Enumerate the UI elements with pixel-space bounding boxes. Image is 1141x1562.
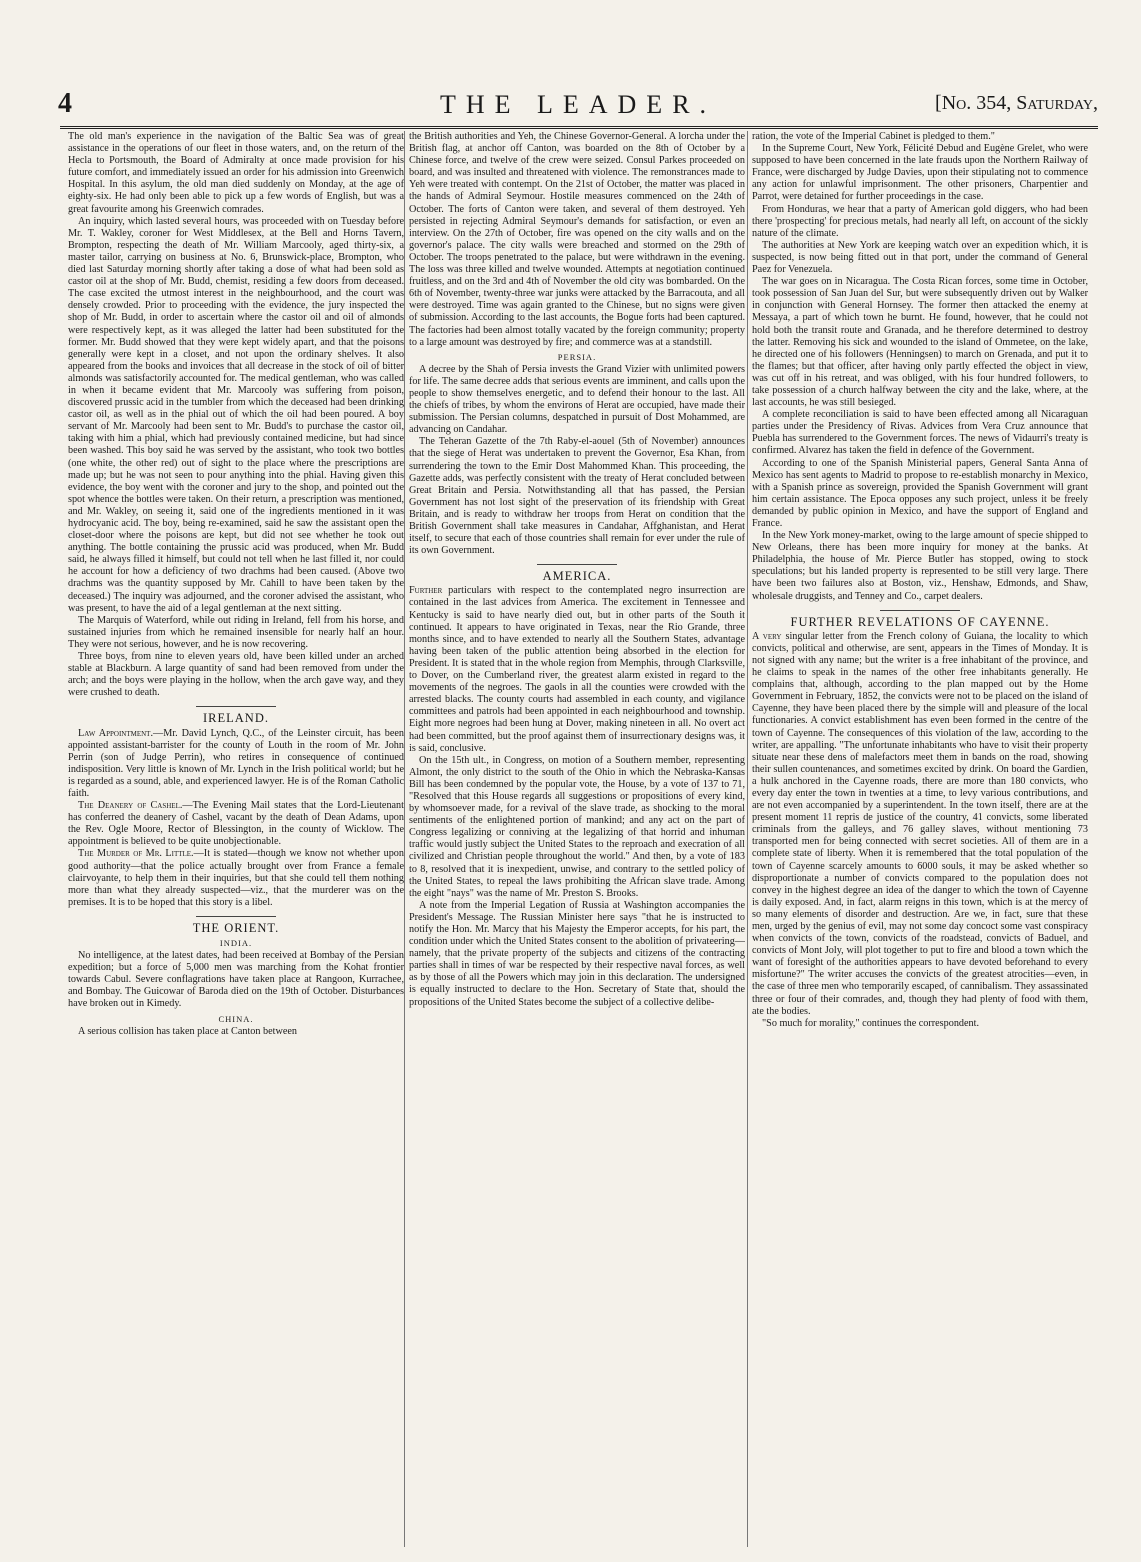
newspaper-title: THE LEADER. — [439, 90, 717, 119]
paragraph: On the 15th ult., in Congress, on motion of a Southern member, representing Almont, the only district to the south of the Ohio in which the Nebraska-Kansas Bill has been condemned by the popular vote, the House, by a vote of 137 to 71, "Resolved that this House regards all suggestions or propositions of every kind, by whomsoever made, for a revival of the slave trade, as shocking to the moral sentiments of the enlightened portion of mankind; and any act on the part of Congress legalizing or conniving at the legalizing of that horrid and inhuman traffic would justly subject the United States to the reproach and execration of all civilized and Christian people throughout the world." And then, by a vote of 183 to 8, resolved that it is inexpedient, unwise, and contrary to the settled policy of the United States, to repeal the laws prohibiting the African slave trade. Among the eight "nays" was the name of Mr. Preston S. Brooks. — [409, 754, 745, 899]
paragraph: The old man's experience in the navigation of the Baltic Sea was of great assistance in the operations of our fleet in those waters, and, on the return of the Hecla to Portsmouth, the Board of Admiralty at once made provision for his future comfort, and immediately issued an order for his admission into Greenwich Hospital. In this asylum, the old man died suddenly on Monday, at the age of eighty-six. He had only been able to pick up a few words of English, but was a great favourite among his Greenwich comrades. — [68, 131, 404, 215]
paragraph: A decree by the Shah of Persia invests the Grand Vizier with unlimited powers for life. The same decree adds that serious events are imminent, and calls upon the people to show themselves energetic, and to defend their honour to the last. All the chiefs of tribes, by whom the environs of Herat are occupied, have made their submission. The Persian columns, despatched in pursuit of Dost Mohammed, are advancing on Candahar. — [409, 363, 745, 436]
page-number: 4 — [58, 88, 72, 119]
masthead-rule — [60, 126, 1098, 129]
lead-in: The Deanery of Cashel. — [78, 800, 183, 812]
paragraph — [68, 800, 404, 848]
masthead — [58, 88, 1098, 126]
lead-in: The Murder of Mr. Little. — [78, 848, 194, 860]
paragraph: According to one of the Spanish Ministerial papers, General Santa Anna of Mexico has sent agents to Madrid to propose to re-establish monarchy in Mexico, with a Spanish prince as sovereign, provided the Spanish Government will grant him certain assistance. The Epoca opposes any such project, unless it be freely demanded by public opinion in Mexico, and have the support of England and France. — [752, 457, 1088, 529]
paragraph-body: —The Evening Mail states that the Lord-Lieutenant has conferred the deanery of Cashel, vacant by the death of Dean Adams, upon the Rev. Ogle Moore, Rector of Blessington, in the county of Wicklow. The appointment is believed to be quite unobjectionable. — [68, 800, 404, 848]
paragraph: From Honduras, we hear that a party of American gold diggers, who had been there 'prospecting' for precious metals, had nearly all left, on account of the sickly nature of the climate. — [752, 203, 1088, 239]
subheading-persia: PERSIA. — [557, 351, 597, 362]
issue-line: [No. 354, Saturday, — [935, 92, 1098, 114]
subheading-china: CHINA. — [218, 1013, 254, 1024]
paragraph-body: singular letter from the French colony of Guiana, the locality to which convicts, political and otherwise, are sent, appears in the Times of Monday. It is not signed with any name; but the writer is a free inhabitant of the province, and he claims to speak in the names of the other free inhabitants generally. He complains that, although, according to the plan mapped out by the Home Government in February, 1852, the convicts were not to be placed on the island of Cayenne, they have been placed there by the simple will and pleasure of the local functionaries. A convict establishment has even been formed in the centre of the town of Cayenne. The consequences of this violation of the law, according to the writer, are appalling. "The unfortunate inhabitants who have to visit their property situate near these dens of malefactors meet them in bands on the road, showing their sullen countenances, and sometimes excited by drink. On board the Gardien, a hulk anchored in the Cayenne roads, there are more than 180 convicts, who every day enter the town in twenties at a time, to levy various contributions, and are not even accompanied by a superintendent. In the town itself, there are at the present moment 11 repris de justice of the country, 41 convicts, some liberated criminals from the galleys, and 76 galley slaves, without mentioning 73 transported men for being connected with secret societies. All of them are in a complete state of liberty. When it is remembered that the total population of the town of Cayenne scarcely amounts to 6000 souls, it may be asked whether so disproportionate a number of convicts compared to the population does not convey in the highest degree an idea of the danger to which the town of Cayenne is daily exposed. And, in fact, alarm reigns in this town, which is at the mercy of so many elements of disorder and destruction. Are we, in fact, sure that these men, urged by the genius of evil, may not some day concoct some vast conspiracy when convicts of the town, convicts of the roadstead, convicts of Baduel, and convicts of Mont Joly, will plot together to put to fire and blood a town which the want of foresight of the authorities appears to have devoted beforehand to every misfortune?" The writer accuses the convicts of the greatest atrocities—even, in the case of three men who temporarily escaped, of cannibalism. They assassinated three or four of their comrades, and, though they had plenty of food with them, ate the bodies. — [752, 630, 1088, 1017]
paragraph: The war goes on in Nicaragua. The Costa Rican forces, some time in October, took possession of San Juan del Sur, but were subsequently driven out by Walker in conjunction with General Hornsey. The former then attacked the enemy at Messaya, a part of which town he burnt. He found, however, that he could not hold both the transit route and Granada, and he therefore determined to destroy the latter. Removing his sick and wounded to the island of Ommetee, on the lake, he directed one of his followers (Henningsen) to march on Grenada, and put it to the flames; but that officer, after having only partly effected the object in view, was cut off in his retreat, and was obliged, with his four hundred followers, to take possession of a church halfway between the city and the lake, where, at the last accounts, he was still besieged. — [752, 276, 1088, 409]
paragraph: ration, the vote of the Imperial Cabinet is pledged to them." — [752, 131, 995, 142]
paragraph: The Marquis of Waterford, while out riding in Ireland, fell from his horse, and sustained injuries from which he remained insensible for nearly half an hour. They were not serious, however, and he is now recovering. — [68, 614, 404, 650]
section-rule — [196, 706, 276, 707]
section-heading-ireland: IRELAND. — [203, 711, 269, 726]
lead-in: Further — [409, 585, 443, 597]
paragraph: A serious collision has taken place at Canton between — [78, 1025, 297, 1037]
section-heading-america: AMERICA. — [542, 569, 612, 584]
section-heading-cayenne: FURTHER REVELATIONS OF CAYENNE. — [790, 614, 1050, 629]
section-rule — [537, 564, 617, 565]
section-rule — [196, 916, 276, 917]
column-divider — [747, 131, 748, 1547]
paragraph-body: —Mr. David Lynch, Q.C., of the Leinster circuit, has been appointed assistant-barrister for the county of Louth in the room of Mr. John Perrin (son of Judge Perrin), who retires in consequence of continued indisposition. Very little is known of Mr. Lynch in the Irish political world; but he is regarded as a sound, able, and experienced lawyer. He is of the Roman Catholic faith. — [68, 727, 404, 799]
paragraph-body: particulars with respect to the contemplated negro insurrection are contained in the last advices from America. The excitement in Tennessee and Kentucky is said to have nearly died out, but in other parts of the South it continued. It appears to have originated in Texas, near the Rio Grande, three months since, and to have extended to nearly all the Southern States, advantage having been taken of the public attention being absorbed in the election for President. It is stated that in the whole region from Memphis, through Clarksville, to Dover, on the Cumberland river, the greatest alarm existed in regard to the movements of the negroes. The gaols in all the counties were crowded with the arrested blacks. The county courts had assembled in each county, and vigilance committees and patrols had been appointed in each neighbourhood and township. Eight more negroes had been hung at Dover, making nineteen in all. No overt act had been committed, but the proof against them of insurrectionary designs was, it is said, conclusive. — [409, 585, 745, 754]
paragraph-body: —It is stated—though we know not whether upon good authority—that the police actually brought over from France a female clairvoyante, to help them in their inquiries, but that she could tell them nothing more than what they already suspected—viz., that the murderer was on the premises. It is to be hoped that this story is a libel. — [68, 848, 404, 908]
paragraph: A complete reconciliation is said to have been effected among all Nicaraguan parties under the Presidency of Rivas. Advices from Vera Cruz announce that Puebla has surrendered to the Government forces. The news of Vidaurri's treaty is confirmed. Alvarez has taken the field in defence of the Government. — [752, 409, 1088, 457]
paragraph: No intelligence, at the latest dates, had been received at Bombay of the Persian expedition; but a force of 5,000 men was marching from the Kohat frontier towards Cabul. Severe conflagrations have taken place at Rangoon, Kurrachee, and Bombay. The Guicowar of Baroda died on the 19th of October. Disturbances have broken out in Kimedy. — [68, 950, 404, 1010]
section-heading-orient: THE ORIENT. — [192, 920, 280, 935]
paragraph — [409, 585, 745, 754]
column-divider — [404, 131, 405, 1547]
paragraph: A note from the Imperial Legation of Russia at Washington accompanies the President's Message. The Russian Minister here says "that he is instructed to notify the Hon. Mr. Marcy that his Majesty the Emperor accepts, for his part, the condition under which the United States consent to the abolition of privateering—namely, that the private property of the subjects and citizens of the contracting parties shall in times of war be respected by their respective naval forces, as well as by those of all the Powers which may join in this declaration. The undersigned is equally instructed to declare to the Hon. Secretary of State that, should the propositions of the United States become the subject of a collective delibe- — [409, 899, 745, 1008]
lead-in: A very — [752, 630, 782, 642]
paragraph: An inquiry, which lasted several hours, was proceeded with on Tuesday before Mr. T. Wakley, coroner for West Middlesex, at the Bell and Horns Tavern, Brompton, respecting the death of Mr. William Marcooly, aged thirty-six, a master tailor, carrying on business at No. 6, Brunswick-place, Brompton, who died last Saturday morning shortly after taking a dose of what had been sold as castor oil at the shop of Mr. Budd, chemist, residing a few doors from deceased. The case excited the utmost interest in the neighbourhood, and the court was densely crowded. Prior to proceeding with the evidence, the jury inspected the shop of Mr. Budd, in order to ascertain where the castor oil and oil of almonds were respectively kept, as it was alleged the latter had been substituted for the former. Mr. Budd showed that they were kept widely apart, and that the poisons generally were kept in a closet, and not upon the ordinary shelves. It also appeared from the books and invoices that all decrease in the stock of oil of bitter almonds was satisfactorily accounted for. The medical gentleman, who was called in when it became evident that Mr. Marcooly was suffering from poison, discovered prussic acid in the tumbler from which the deceased had been drinking castor oil, as well as in the phial out of which the oil had been poured. A boy servant of Mr. Marcooly had been sent to Mr. Budd's to purchase the castor oil, taking with him a phial, which had previously contained medicine, but had since been washed. This boy said he was served by the assistant, who took two bottles (one white, the other red) out of sight to the place where the prescriptions are made up; but he was not seen to pour anything into the phial. Having given this evidence, the boy went with the coroner and jury to the shop, and pointed out the spot whence the bottles were taken. On their return, a prescription was mentioned, and Mr. Wakley, on seeing it, said one of the ingredients mentioned in it was hydrocyanic acid. The boy, being re-examined, said he saw the assistant open the closet-door where the poisons are kept, but did not see whether he took out anything. The bottle containing the prussic acid was produced, when Mr. Budd said, he always filled it himself, but could not tell when he last filled it, nor could he account for how a deficiency of two drachms had been caused. (Above two drachms was the quantity supposed by Mr. Cahill to have been taken by the deceased.) The inquiry was adjourned, and the coroner advised the assistant, who was present, to have the aid of a legal gentleman at the next sitting. — [68, 215, 404, 614]
paragraph: In the Supreme Court, New York, Félicité Debud and Eugène Grelet, who were supposed to have been concerned in the late frauds upon the Northern Railway of France, were discharged by Judge Davies, upon their stipulating not to commence any action for unlawful imprisonment. The other prisoners, Charpentier and Parrot, were detained for further proceedings in the case. — [752, 143, 1088, 203]
column-1 — [68, 131, 404, 1551]
section-rule — [880, 610, 960, 611]
lead-in: Law Appointment. — [78, 727, 153, 739]
paragraph — [68, 848, 404, 908]
paragraph — [752, 631, 1088, 1018]
column-3 — [752, 131, 1088, 1551]
paragraph: The Teheran Gazette of the 7th Raby-el-aouel (5th of November) announces that the siege of Herat was undertaken to prevent the Governor, Esa Khan, from surrendering the town to the Emir Dost Mahommed Khan. This proceeding, the Gazette adds, was perfectly consistent with the treaty of Herat concluded between Great Britain and Persia. Notwithstanding all that has passed, the Persian Government has not lost sight of the preservation of its friendship with Great Britain, and is ready to withdraw her troops from Herat on condition that the British Government shall take measures in Candahar, Affghanistan, and Herat itself, to secure that each of those countries shall remain for ever under the rule of its own Government. — [409, 436, 745, 557]
paragraph: The authorities at New York are keeping watch over an expedition which, it is suspected, is now being fitted out in that port, under the command of General Paez for Venezuela. — [752, 239, 1088, 276]
paragraph: In the New York money-market, owing to the large amount of specie shipped to New Orleans, there has been more inquiry for money at the banks. At Philadelphia, the house of Mr. Pierce Butler has stopped, owing to stock speculations; but his landed property is represented to be still very large. There have been two failures also at Boston, viz., Henshaw, Edmonds, and Shaw, wholesale druggists, and Tenney and Co., carpet dealers. — [752, 530, 1088, 602]
subheading-india: INDIA. — [219, 938, 253, 948]
paragraph: Three boys, from nine to eleven years old, have been killed under an arched stable at Blackburn. A large quantity of sand had been removed from under the arch; and the boys were playing in the hollow, when the arch gave way, and they were crushed to death. — [68, 651, 404, 699]
paragraph: "So much for morality," continues the correspondent. — [762, 1017, 980, 1029]
paragraph: the British authorities and Yeh, the Chinese Governor-General. A lorcha under the British flag, at anchor off Canton, was boarded on the 8th of October by a Chinese force, and twelve of the crew were seized. Consul Parkes proceeded on board, and was insulted and threatened with violence. The remonstrances made to Yeh were treated with contempt. On the 21st of October, the matter was placed in the hands of Admiral Seymour. Hostile measures commenced on the 24th of October. The forts of Canton were taken, and several of them destroyed. Yeh persisted in rejecting Admiral Seymour's demands for satisfaction, or even an interview. On the 27th of October, fire was opened on the city walls and on the governor's palace. The city walls were breached and stormed on the 29th of October. The troops penetrated to the palace, but were withdrawn in the evening. The loss was three killed and twelve wounded. Attempts at negotiation continued fruitless, and on the 3rd and 4th of November the old city was bombarded. On the 6th of November, twenty-three war junks were attacked by the Barracouta, and all were destroyed. Time was again granted to the Chinese, but no signs were given of submission. According to the last accounts, the Bogue forts had been captured. The factories had been almost totally vacated by the foreign community; property to a large amount was destroyed by fire; and commerce was at a standstill. — [409, 131, 745, 348]
column-2 — [409, 131, 745, 1551]
paragraph — [68, 728, 404, 801]
